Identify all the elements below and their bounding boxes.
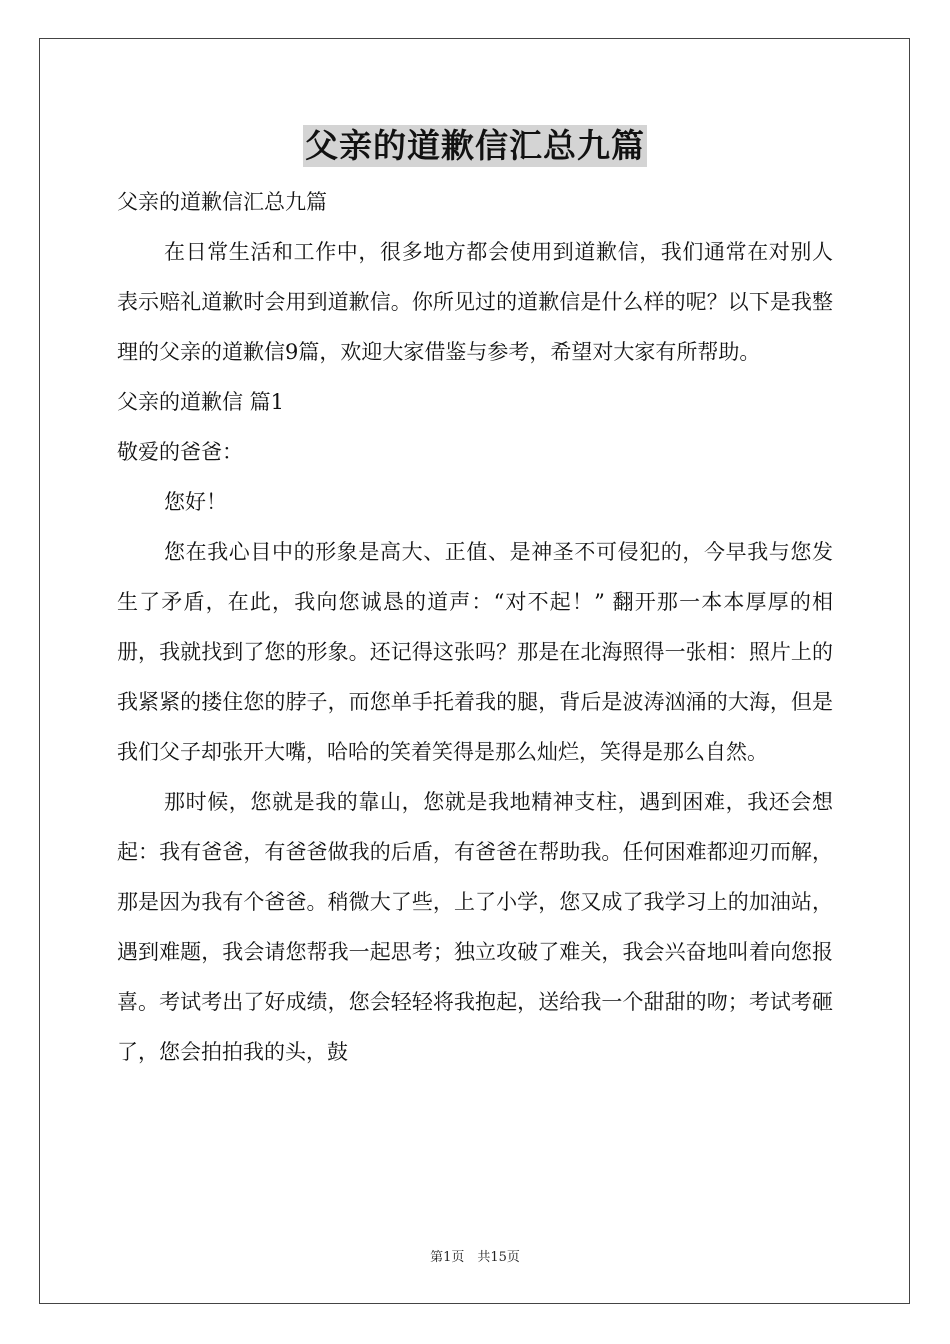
intro-paragraph: 在日常生活和工作中，很多地方都会使用到道歉信，我们通常在对别人表示赔礼道歉时会用到道歉信。你所见过的道歉信是什么样的呢？以下是我整理的父亲的道歉信9篇，欢迎大家借鉴与参考，希望对大家有所帮助。	[117, 240, 833, 364]
document-title: 父亲的道歉信汇总九篇	[305, 126, 645, 165]
salutation: 敬爱的爸爸：	[117, 440, 243, 464]
body-paragraph: 那时候，您就是我的靠山，您就是我地精神支柱，遇到困难，我还会想起：我有爸爸，有爸爸做我的后盾，有爸爸在帮助我。任何困难都迎刃而解，那是因为我有个爸爸。稍微大了些，上了小学，您又成了我学习上的加油站，遇到难题，我会请您帮我一起思考；独立攻破了难关，我会兴奋地叫着向您报喜。考试考出了好成绩，您会轻轻将我抱起，送给我一个甜甜的吻；考试考砸了，您会拍拍我的头，鼓	[117, 790, 833, 1064]
greeting: 您好！	[164, 490, 227, 514]
section-heading: 父亲的道歉信 篇1	[117, 390, 285, 414]
document-body	[117, 177, 833, 1077]
page-number-footer: 第1页 共15页	[430, 1250, 520, 1265]
body-paragraph: 您在我心目中的形象是高大、正值、是神圣不可侵犯的，今早我与您发生了矛盾，在此，我向您诚恳的道声：“对不起！” 翻开那一本本厚厚的相册，我就找到了您的形象。还记得这张吗？那是在北海照得一张相：照片上的我紧紧的搂住您的脖子，而您单手托着我的腿，背后是波涛汹涌的大海，但是我们父子却张开大嘴，哈哈的笑着笑得是那么灿烂，笑得是那么自然。	[117, 540, 833, 764]
subtitle-line: 父亲的道歉信汇总九篇	[117, 190, 327, 214]
title-container	[0, 125, 950, 167]
